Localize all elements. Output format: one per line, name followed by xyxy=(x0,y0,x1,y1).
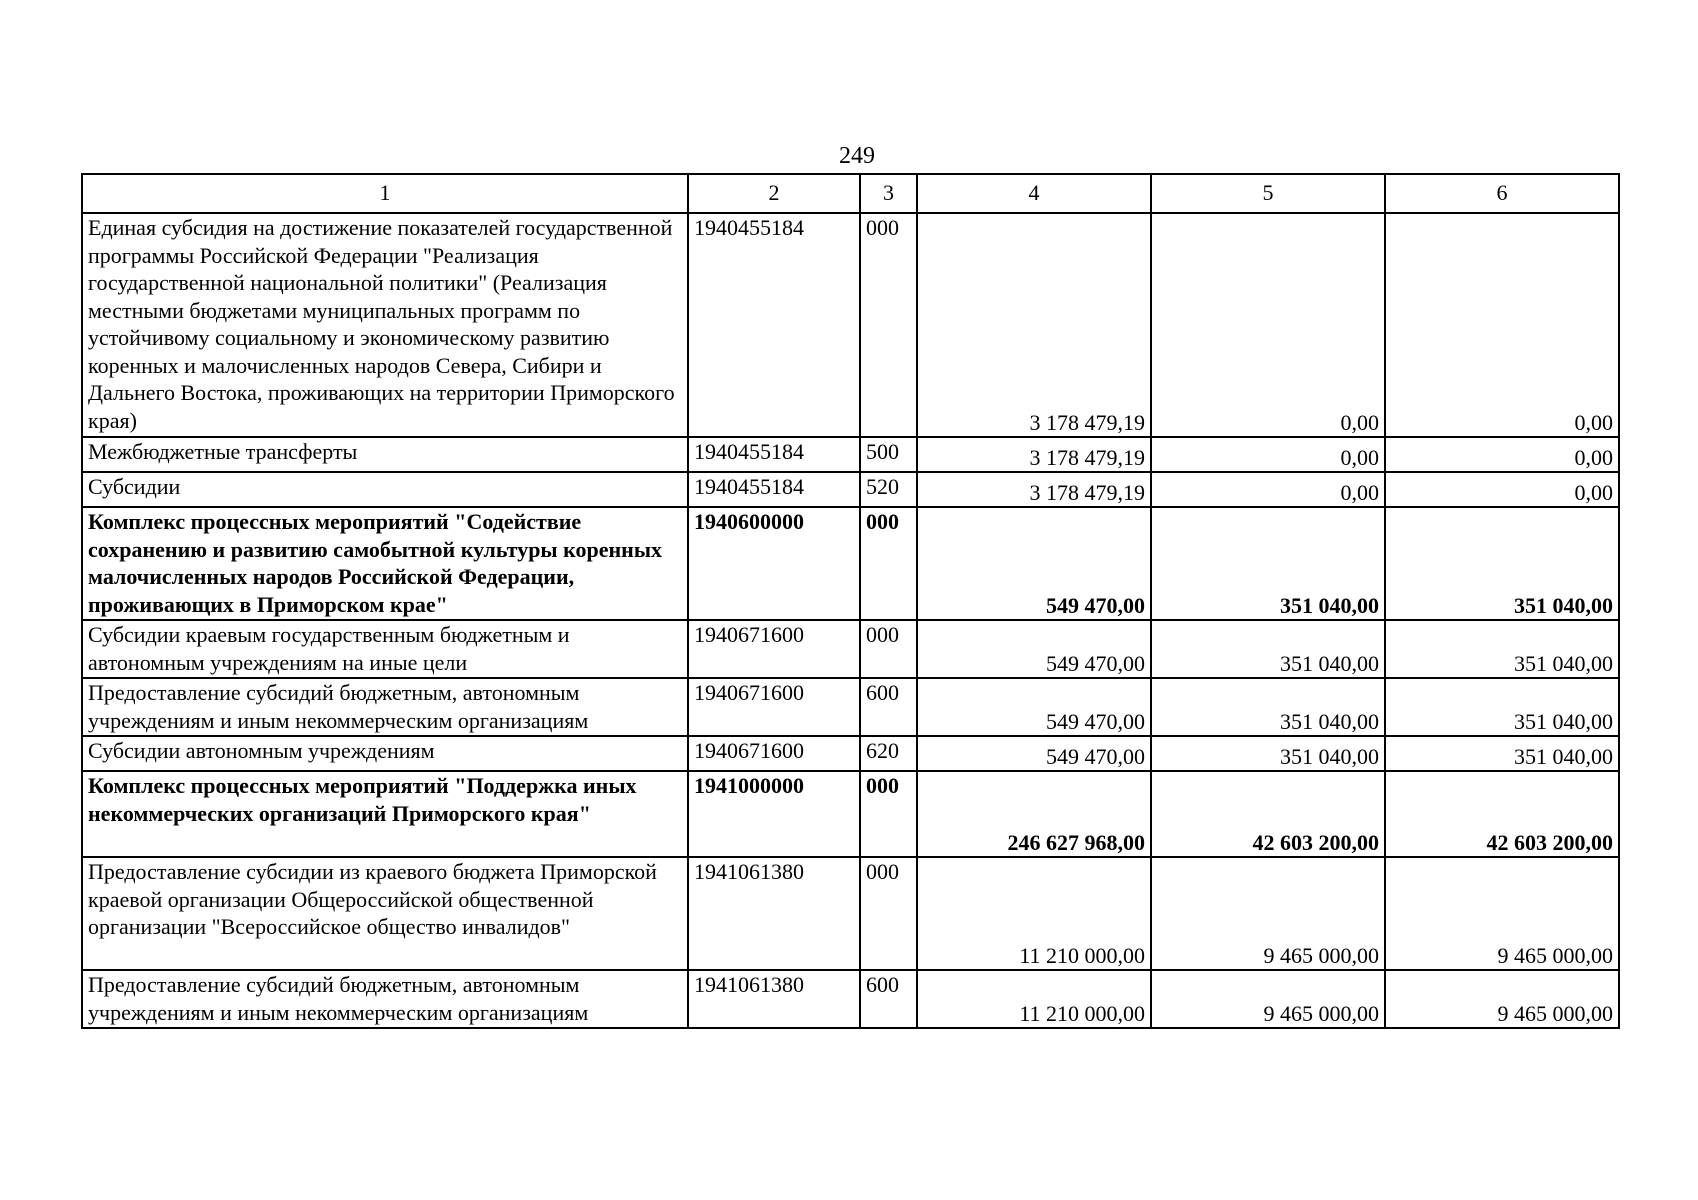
row-amount-col4: 549 470,00 xyxy=(917,507,1151,620)
row-amount-col5: 351 040,00 xyxy=(1151,678,1385,736)
row-expense-type-cell: 000 xyxy=(860,507,917,620)
table-row xyxy=(82,472,1619,507)
row-expense-type-cell: 000 xyxy=(860,213,917,437)
row-amount-col5: 9 465 000,00 xyxy=(1151,857,1385,970)
table-header-row xyxy=(82,174,1619,213)
table-row xyxy=(82,736,1619,771)
row-amount-col6: 0,00 xyxy=(1385,437,1619,472)
row-name-cell: Субсидии xyxy=(82,472,688,507)
row-expense-type-cell: 000 xyxy=(860,771,917,857)
row-amount-col6: 9 465 000,00 xyxy=(1385,970,1619,1028)
row-amount-col4: 11 210 000,00 xyxy=(917,857,1151,970)
row-expense-type-cell: 620 xyxy=(860,736,917,771)
row-expense-type-cell: 000 xyxy=(860,857,917,970)
row-amount-col6: 42 603 200,00 xyxy=(1385,771,1619,857)
row-amount-col5: 0,00 xyxy=(1151,437,1385,472)
column-header-6: 6 xyxy=(1385,174,1619,213)
row-amount-col4: 246 627 968,00 xyxy=(917,771,1151,857)
row-amount-col5: 351 040,00 xyxy=(1151,620,1385,678)
row-code-cell: 1941061380 xyxy=(688,970,860,1028)
budget-table xyxy=(81,173,1620,1029)
column-header-2: 2 xyxy=(688,174,860,213)
row-amount-col5: 0,00 xyxy=(1151,472,1385,507)
table-row xyxy=(82,771,1619,857)
row-name-cell: Предоставление субсидий бюджетным, автономным учреждениям и иным некоммерческим организациям xyxy=(82,970,688,1028)
row-code-cell: 1940455184 xyxy=(688,437,860,472)
row-name-cell: Субсидии автономным учреждениям xyxy=(82,736,688,771)
row-code-cell: 1940671600 xyxy=(688,678,860,736)
row-amount-col5: 351 040,00 xyxy=(1151,736,1385,771)
page-number: 249 xyxy=(839,143,875,169)
row-amount-col6: 0,00 xyxy=(1385,213,1619,437)
row-name-cell: Межбюджетные трансферты xyxy=(82,437,688,472)
row-amount-col4: 3 178 479,19 xyxy=(917,437,1151,472)
row-amount-col4: 11 210 000,00 xyxy=(917,970,1151,1028)
row-code-cell: 1941000000 xyxy=(688,771,860,857)
row-amount-col4: 3 178 479,19 xyxy=(917,213,1151,437)
row-amount-col6: 0,00 xyxy=(1385,472,1619,507)
row-amount-col6: 351 040,00 xyxy=(1385,620,1619,678)
row-code-cell: 1940455184 xyxy=(688,472,860,507)
column-header-3: 3 xyxy=(860,174,917,213)
row-code-cell: 1941061380 xyxy=(688,857,860,970)
row-amount-col6: 351 040,00 xyxy=(1385,507,1619,620)
row-amount-col4: 549 470,00 xyxy=(917,620,1151,678)
row-expense-type-cell: 600 xyxy=(860,970,917,1028)
row-amount-col4: 549 470,00 xyxy=(917,736,1151,771)
table-row xyxy=(82,620,1619,678)
table-row xyxy=(82,857,1619,970)
row-amount-col4: 3 178 479,19 xyxy=(917,472,1151,507)
table-row xyxy=(82,970,1619,1028)
row-name-cell: Единая субсидия на достижение показателей государственной программы Российской Федерации "Реализация государственной национальной политики" (Реализация местными бюджетами муниципальных программ по устойчивому социальному и экономическому развитию коренных и малочисленных народов Севера, Сибири и Дальнего Востока, проживающих на территории Приморского края) xyxy=(82,213,688,437)
column-header-1: 1 xyxy=(82,174,688,213)
row-amount-col6: 351 040,00 xyxy=(1385,678,1619,736)
row-expense-type-cell: 500 xyxy=(860,437,917,472)
table-row xyxy=(82,437,1619,472)
row-amount-col6: 351 040,00 xyxy=(1385,736,1619,771)
row-name-cell: Предоставление субсидии из краевого бюджета Приморской краевой организации Общероссийской общественной организации "Всероссийское общество инвалидов" xyxy=(82,857,688,970)
row-expense-type-cell: 600 xyxy=(860,678,917,736)
row-code-cell: 1940600000 xyxy=(688,507,860,620)
column-header-5: 5 xyxy=(1151,174,1385,213)
row-code-cell: 1940455184 xyxy=(688,213,860,437)
column-header-4: 4 xyxy=(917,174,1151,213)
row-name-cell: Субсидии краевым государственным бюджетным и автономным учреждениям на иные цели xyxy=(82,620,688,678)
table-row xyxy=(82,213,1619,437)
row-expense-type-cell: 000 xyxy=(860,620,917,678)
table-row xyxy=(82,507,1619,620)
row-amount-col5: 9 465 000,00 xyxy=(1151,970,1385,1028)
row-amount-col5: 0,00 xyxy=(1151,213,1385,437)
table-row xyxy=(82,678,1619,736)
row-name-cell: Комплекс процессных мероприятий "Содействие сохранению и развитию самобытной культуры коренных малочисленных народов Российской Федерации, проживающих в Приморском крае" xyxy=(82,507,688,620)
row-amount-col6: 9 465 000,00 xyxy=(1385,857,1619,970)
row-code-cell: 1940671600 xyxy=(688,620,860,678)
row-code-cell: 1940671600 xyxy=(688,736,860,771)
row-name-cell: Комплекс процессных мероприятий "Поддержка иных некоммерческих организаций Приморского края" xyxy=(82,771,688,857)
row-amount-col5: 351 040,00 xyxy=(1151,507,1385,620)
row-expense-type-cell: 520 xyxy=(860,472,917,507)
row-amount-col4: 549 470,00 xyxy=(917,678,1151,736)
row-amount-col5: 42 603 200,00 xyxy=(1151,771,1385,857)
row-name-cell: Предоставление субсидий бюджетным, автономным учреждениям и иным некоммерческим организациям xyxy=(82,678,688,736)
